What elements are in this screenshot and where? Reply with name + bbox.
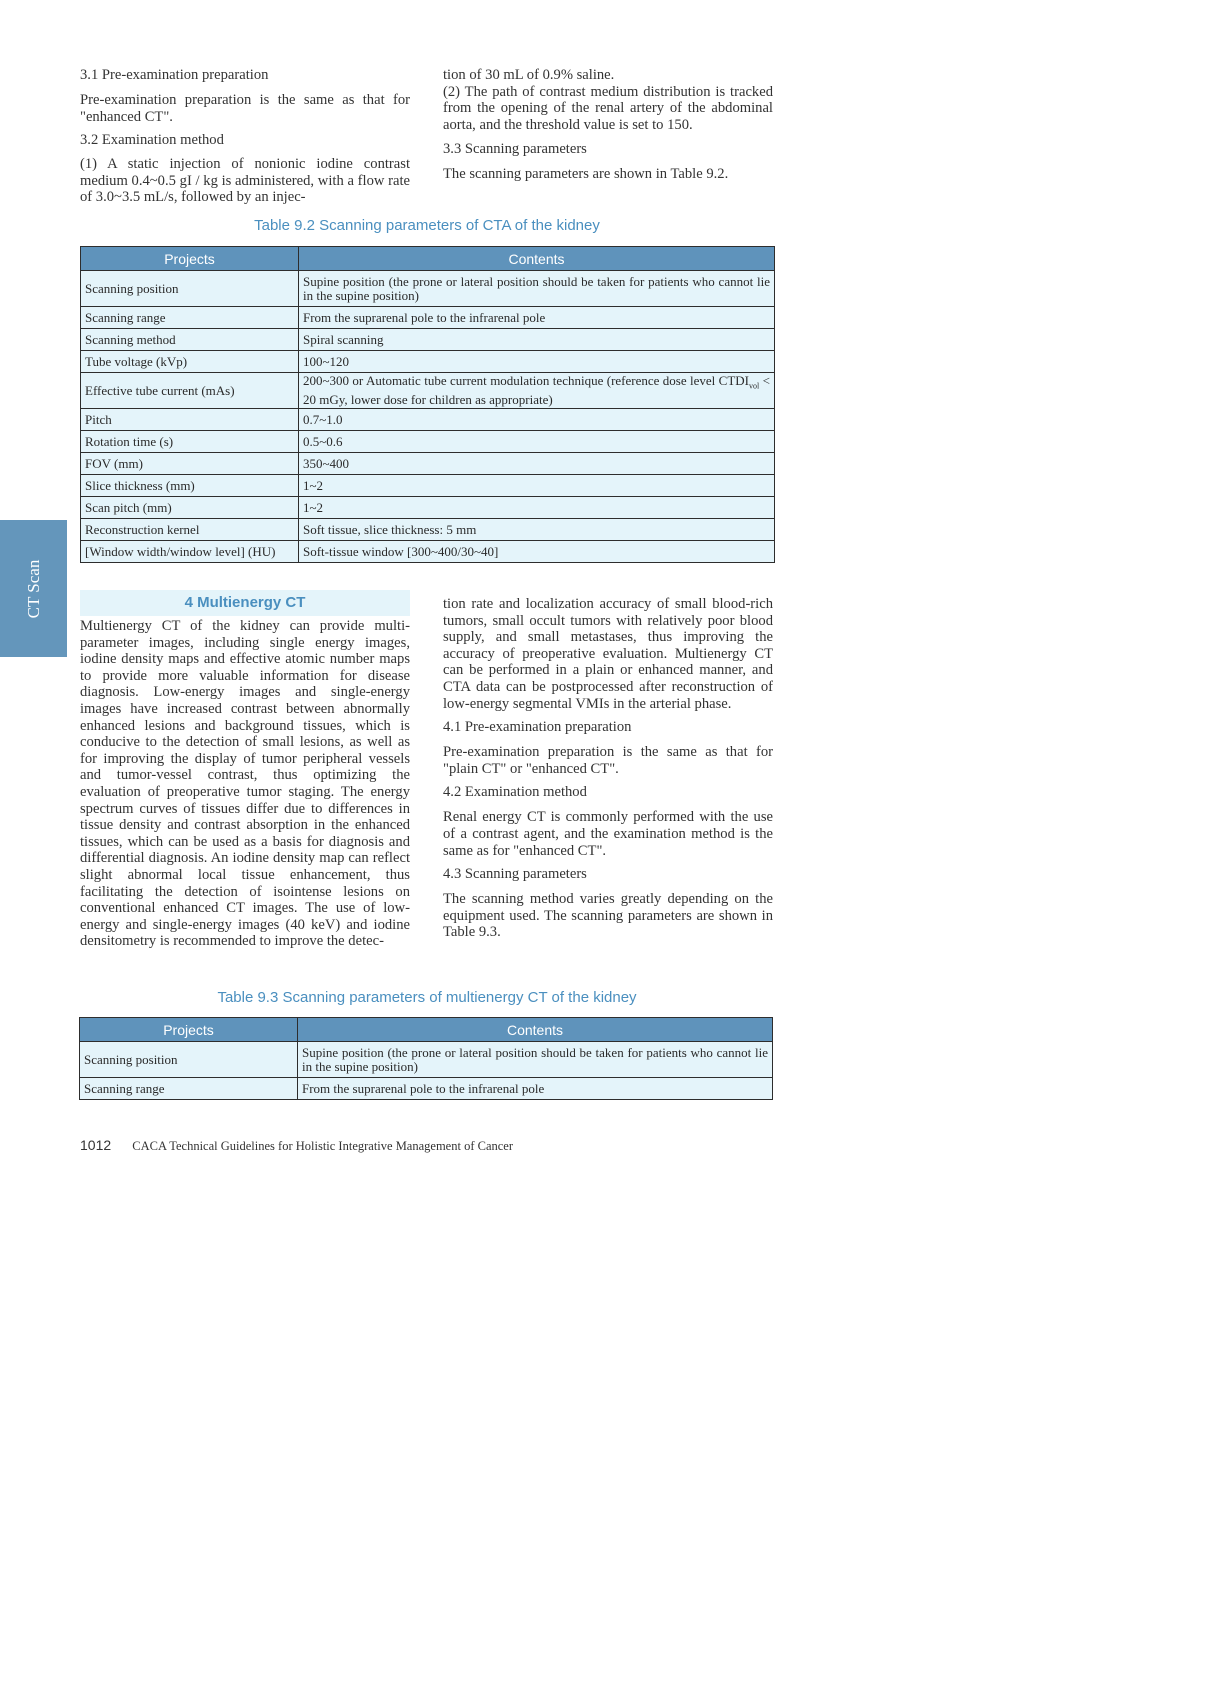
section-4-right-column bbox=[443, 596, 773, 941]
table-header-row bbox=[81, 247, 775, 271]
cell-content: From the suprarenal pole to the infrarenal pole bbox=[299, 307, 775, 329]
section-4-left-paragraph: Multienergy CT of the kidney can provide multi-parameter images, including single energy images, iodine density maps and effective atomic number maps to provide more valuable information for disease diagnosis. Low-energy images and single-energy images have increased contrast between abnormally enhanced lesions and background tissues, which is conducive to the detection of small lesions, as well as for improving the display of tumor peripheral vessels and tumor-vessel contrast, thus optimizing the evaluation of preoperative tumor staging. The energy spectrum curves of tissues differ due to differences in tissue density and contrast absorption in the enhanced tissues, which can be used as a basis for diagnosis and differential diagnosis. An iodine density map can reflect slight abnormal local tissue enhancement, thus facilitating the detection of isointense lesions on conventional enhanced CT images. The use of low-energy and single-energy images (40 keV) and iodine densitometry is recommended to improve the detec- bbox=[80, 618, 410, 950]
table-row bbox=[80, 1078, 773, 1100]
heading-4-3: 4.3 Scanning parameters bbox=[443, 866, 587, 883]
heading-4-1: 4.1 Pre-examination preparation bbox=[443, 719, 632, 736]
cell-project: Effective tube current (mAs) bbox=[81, 373, 299, 409]
column-header-contents: Contents bbox=[298, 1018, 773, 1042]
heading-4-2: 4.2 Examination method bbox=[443, 784, 587, 801]
column-header-projects: Projects bbox=[80, 1018, 298, 1042]
table-row bbox=[81, 329, 775, 351]
table-row bbox=[81, 541, 775, 563]
ctdi-subscript: vol bbox=[749, 381, 760, 391]
table-9-2 bbox=[80, 246, 775, 563]
cell-content-ctdi bbox=[299, 373, 775, 409]
cell-project: FOV (mm) bbox=[81, 453, 299, 475]
heading-3-1: 3.1 Pre-examination preparation bbox=[80, 67, 269, 83]
cell-project: Scanning position bbox=[80, 1042, 298, 1078]
table-row bbox=[81, 431, 775, 453]
table-9-3 bbox=[79, 1017, 773, 1100]
cell-project: Tube voltage (kVp) bbox=[81, 351, 299, 373]
cell-content: Spiral scanning bbox=[299, 329, 775, 351]
table-header-row bbox=[80, 1018, 773, 1042]
paragraph-continued: tion of 30 mL of 0.9% saline. bbox=[443, 67, 615, 83]
column-header-contents: Contents bbox=[299, 247, 775, 271]
cell-content-ctdi-text: 200~300 or Automatic tube current modulation technique (reference dose level CTDI bbox=[303, 373, 750, 389]
cell-content: 1~2 bbox=[299, 475, 775, 497]
table-row bbox=[81, 271, 775, 307]
cell-project: Scanning method bbox=[81, 329, 299, 351]
table-row bbox=[81, 351, 775, 373]
cell-content: 100~120 bbox=[299, 351, 775, 373]
cell-project: Scan pitch (mm) bbox=[81, 497, 299, 519]
paragraph-3-3: The scanning parameters are shown in Table 9.2. bbox=[443, 166, 729, 183]
table-row bbox=[81, 307, 775, 329]
page-footer bbox=[80, 1137, 780, 1154]
cell-project: Scanning position bbox=[81, 271, 299, 307]
paragraph-3-1: Pre-examination preparation is the same as that for "enhanced CT". bbox=[80, 92, 410, 125]
section-4-right-paragraph: tion rate and localization accuracy of small blood-rich tumors, small occult tumors with relatively poor blood supply, and small metastases, thus improving the accuracy of preoperative evaluation. Multienergy CT can be performed in a plain or enhanced manner, and CTA data can be postprocessed after reconstruction of low-energy segmental VMIs in the arterial phase. bbox=[443, 596, 773, 712]
table-row bbox=[81, 497, 775, 519]
cell-project: Slice thickness (mm) bbox=[81, 475, 299, 497]
cell-project: Scanning range bbox=[80, 1078, 298, 1100]
cell-content: 0.7~1.0 bbox=[299, 409, 775, 431]
right-column-top bbox=[443, 67, 773, 183]
section-4-title: 4 Multienergy CT bbox=[184, 594, 306, 611]
cell-content: 350~400 bbox=[299, 453, 775, 475]
cell-content: From the suprarenal pole to the infrarenal pole bbox=[298, 1078, 773, 1100]
cell-project: Pitch bbox=[81, 409, 299, 431]
cell-project: [Window width/window level] (HU) bbox=[81, 541, 299, 563]
paragraph-3-2: (1) A static injection of nonionic iodine contrast medium 0.4~0.5 gI / kg is administered, with a flow rate of 3.0~3.5 mL/s, followed by an injec- bbox=[80, 156, 410, 206]
table-row bbox=[80, 1042, 773, 1078]
table-row bbox=[81, 475, 775, 497]
heading-3-2: 3.2 Examination method bbox=[80, 132, 224, 149]
paragraph-4-3: The scanning method varies greatly depending on the equipment used. The scanning parameters are shown in Table 9.3. bbox=[443, 891, 773, 941]
table-9-3-caption: Table 9.3 Scanning parameters of multienergy CT of the kidney bbox=[217, 989, 637, 1006]
cell-project: Rotation time (s) bbox=[81, 431, 299, 453]
paragraph-tracking: (2) The path of contrast medium distribution is tracked from the opening of the renal artery of the abdominal aorta, and the threshold value is set to 150. bbox=[443, 83, 773, 133]
left-column-top bbox=[80, 67, 410, 206]
book-title: CACA Technical Guidelines for Holistic Integrative Management of Cancer bbox=[132, 1139, 514, 1153]
heading-3-3: 3.3 Scanning parameters bbox=[443, 141, 587, 158]
section-4-title-bar bbox=[80, 590, 410, 616]
cell-content: Supine position (the prone or lateral position should be taken for patients who cannot lie in the supine position) bbox=[298, 1042, 773, 1078]
cell-content: 0.5~0.6 bbox=[299, 431, 775, 453]
table-row bbox=[81, 453, 775, 475]
paragraph-4-1: Pre-examination preparation is the same as that for "plain CT" or "enhanced CT". bbox=[443, 744, 773, 777]
table-row bbox=[81, 519, 775, 541]
cell-content: Supine position (the prone or lateral position should be taken for patients who cannot lie in the supine position) bbox=[299, 271, 775, 307]
side-section-tab bbox=[0, 520, 67, 657]
cell-project: Reconstruction kernel bbox=[81, 519, 299, 541]
side-section-tab-label: CT Scan bbox=[23, 559, 43, 618]
table-row bbox=[81, 409, 775, 431]
cell-content-ctdi-rest: < 20 mGy, lower dose for children as appropriate) bbox=[303, 373, 770, 408]
paragraph-4-2: Renal energy CT is commonly performed with the use of a contrast agent, and the examination method is the same as for "enhanced CT". bbox=[443, 809, 773, 859]
table-row bbox=[81, 373, 775, 409]
table-9-2-caption: Table 9.2 Scanning parameters of CTA of the kidney bbox=[254, 217, 600, 234]
cell-content: Soft-tissue window [300~400/30~40] bbox=[299, 541, 775, 563]
cell-content: 1~2 bbox=[299, 497, 775, 519]
cell-project: Scanning range bbox=[81, 307, 299, 329]
cell-content: Soft tissue, slice thickness: 5 mm bbox=[299, 519, 775, 541]
page-number: 1012 bbox=[80, 1137, 112, 1153]
column-header-projects: Projects bbox=[81, 247, 299, 271]
